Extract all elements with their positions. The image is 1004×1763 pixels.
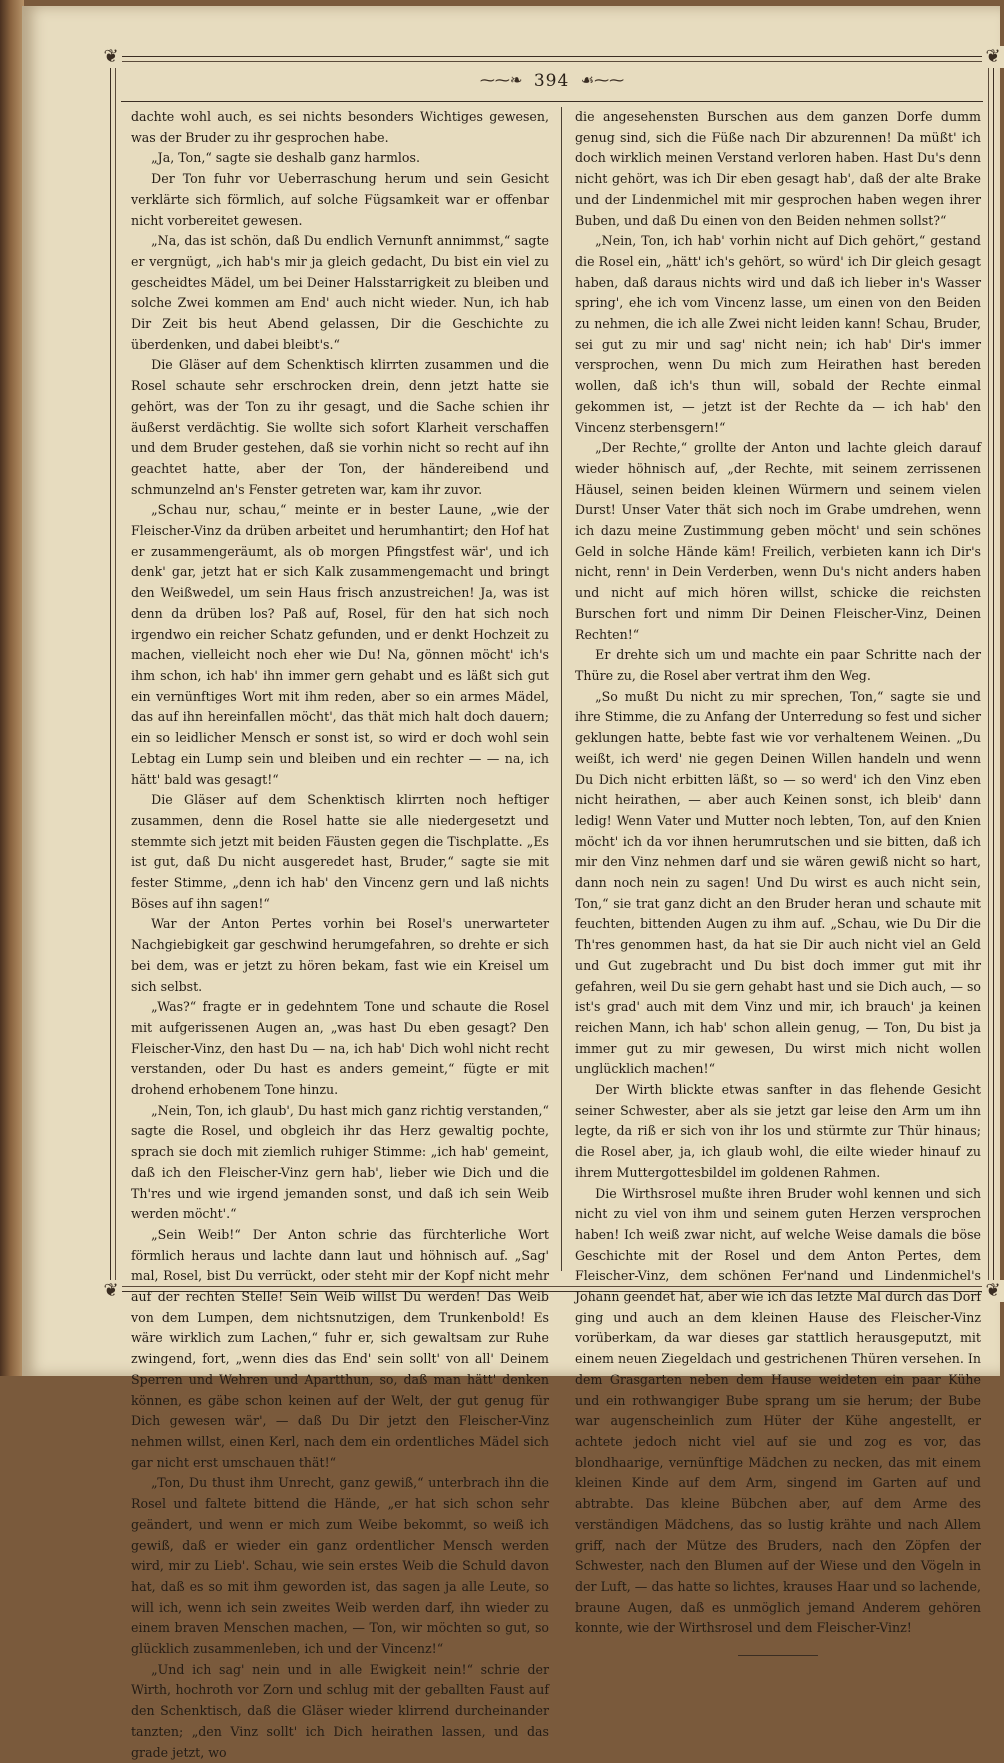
paragraph: Der Ton fuhr vor Ueberraschung herum und sein Gesicht verklärte sich förmlich, auf solche Fügsamkeit war er offenbar nicht vorbereitet gewesen. — [131, 171, 549, 228]
corner-ornament-icon: ❦ — [982, 1280, 1004, 1302]
paragraph: Die Wirthsrosel mußte ihren Bruder wohl kennen und sich nicht zu viel von ihm und seinem guten Herzen versprochen haben! Ich weiß zwar nicht, auf welche Weise damals die böse Geschichte mit der Rosel und dem Anton Pertes, dem Fleischer-Vinz, dem schönen Fer'nand und Lindenmichel's Johann geendet hat, aber wie ich das letzte Mal durch das Dorf ging und auch an dem kleinen Hause des Fleischer-Vinz vorüberkam, da war dieses gar stattlich herausgeputzt, mit einem neuen Ziegeldach und gestrichenen Thüren versehen. In dem Grasgarten neben dem Hause weideten ein paar Kühe und ein rothwangiger Bube sprang um sie herum; der Bube war augenscheinlich zum Hüter der Kühe angestellt, er achtete jedoch nicht viel auf sie und zog es vor, das blondhaarige, vernünftige Mädchen zu necken, das mit einem kleinen Kinde auf dem Arm, singend im Garten auf und abtrabte. Das kleine Bübchen aber, auf dem Arme des verständigen Mädchens, das so lustig krähte und nach Allem griff, nach der Mütze des Bruders, nach den Zöpfen der Schwester, nach den Blumen auf der Wiese und den Vögeln in der Luft, — das hatte so lichtes, krauses Haar und so lachende, braune Augen, daß es unmöglich jemand Anderem gehören konnte, wie der Wirthsrosel und dem Fleischer-Vinz! — [575, 1185, 981, 1636]
paragraph: „Nein, Ton, ich hab' vorhin nicht auf Dich gehört,“ gestand die Rosel ein, „hätt' ich's gehört, so würd' ich Dir gleich gesagt haben, daß daraus nichts wird und daß ich lieber in's Wasser spring', ehe ich vom Vincenz lasse, um einen von den Beiden zu nehmen, die ich alle Zwei nicht leiden kann! Schau, Bruder, sei gut zu mir und sag' nicht nein; ich hab' Dir's immer versprochen, wenn Du mich zum Heirathen hast bereden wollen, daß ich's thun will, sobald der Rechte einmal gekommen ist, — jetzt ist der Rechte da — ich hab' den Vincenz sterbensgern!“ — [575, 233, 981, 435]
text-column-right — [575, 107, 981, 1636]
page-number: 394 — [533, 71, 570, 91]
paragraph: „Der Rechte,“ grollte der Anton und lachte gleich darauf wieder höhnisch auf, „der Rechte, mit seinem zerrissenen Häusel, seinen beiden kleinen Würmern und seinem vielen Durst! Unser Vater thät sich noch im Grabe umdrehen, wenn ich dazu meine Zustimmung geben möcht' und sein schönes Geld in solche Hände käm! Freilich, verbieten kann ich Dir's nicht, renn' in Dein Verderben, wenn Du's nicht anders haben und nicht auf mich hören willst, schicke die reichsten Burschen fort und nimm Dir Deinen Fleischer-Vinz, Deinen Rechten!“ — [575, 440, 981, 642]
paragraph: „Na, das ist schön, daß Du endlich Vernunft annimmst,“ sagte er vergnügt, „ich hab's mir ja gleich gedacht, Du bist ein viel zu gescheidtes Mädel, um bei Deiner Halsstarrigkeit zu bleiben und solche Zwei kommen am End' auch nicht wieder. Nun, ich hab Dir Zeit bis heut Abend gelassen, Dir die Geschichte zu überdenken, und dabei bleibt's.“ — [131, 233, 549, 352]
paragraph: „Ja, Ton,“ sagte sie deshalb ganz harmlos. — [151, 150, 420, 166]
paragraph: „Und ich sag' nein und in alle Ewigkeit nein!“ schrie der Wirth, hochroth vor Zorn und schlug mit der geballten Faust auf den Schenktisch, daß die Gläser wieder klirrend durcheinander tanzten; „den Vinz sollt' ich Dich heirathen lassen, und das grade jetzt, wo — [131, 1661, 549, 1760]
paragraph: Der Wirth blickte etwas sanfter in das flehende Gesicht seiner Schwester, aber als sie jetzt gar leise den Arm um ihn legte, da riß er sich von ihr los und stürmte zur Thür hinaus; die Rosel aber, ja, ich glaub wohl, die eilte wieder hinauf zu ihrem Muttergottesbildel im goldenen Rahmen. — [575, 1082, 981, 1180]
book-page — [22, 6, 1001, 1760]
flourish-right-icon: ☙⁓⁓ — [580, 71, 625, 89]
paragraph: Er drehte sich um und machte ein paar Schritte nach der Thüre zu, die Rosel aber vertrat ihm den Weg. — [575, 647, 981, 683]
paragraph: „Schau nur, schau,“ meinte er in bester Laune, „wie der Fleischer-Vinz da drüben arbeitet und herumhantirt; den Hof hat er zusammengeräumt, als ob morgen Pfingstfest wär', und ich denk' gar, jetzt hat er sich Kalk zusammengemacht und bringt den Weißwedel, um sein Haus frisch anzustreichen! Ja, was ist denn da drüben los? Paß auf, Rosel, für den hat sich noch irgendwo ein reicher Schatz gefunden, und er denkt Hochzeit zu machen, vielleicht noch eher wie Du! Na, gönnen möcht' ich's ihm schon, ich hab' ihn immer gern gehabt und es läßt sich gut ein vernünftiges Wort mit ihm reden, aber so ein armes Mädel, das auf ihn hereinfallen möcht', das thät mich halt doch dauern; ein so leidlicher Mensch er sonst ist, so wird er doch wohl sein Lebtag ein Lump sein und bleiben und ein rechter — — na, ich hätt' bald was gesagt!“ — [131, 502, 549, 787]
paragraph: War der Anton Pertes vorhin bei Rosel's unerwarteter Nachgiebigkeit gar geschwind herumgefahren, so drehte er sich bei dem, was er jetzt zu hören bekam, fast wie ein Kreisel um sich selbst. — [131, 916, 549, 994]
book-spine-edge — [0, 0, 24, 1376]
paragraph: dachte wohl auch, es sei nichts besonders Wichtiges gewesen, was der Bruder zu ihr gesprochen habe. — [131, 109, 549, 145]
paragraph: „Was?“ fragte er in gedehntem Tone und schaute die Rosel mit aufgerissenen Augen an, „was hast Du eben gesagt? Den Fleischer-Vinz, den hast Du — na, ich hab' Dich wohl nicht recht verstanden, oder Du hast es anders gemeint,“ fügte er mit drohend erhobenem Tone hinzu. — [131, 999, 549, 1098]
corner-ornament-icon: ❦ — [100, 46, 122, 68]
paragraph: Die Gläser auf dem Schenktisch klirrten noch heftiger zusammen, denn die Rosel hatte sie alle niedergesetzt und stemmte sich jetzt mit beiden Fäusten gegen die Tischplatte. „Es ist gut, daß Du nicht ausgeredet hast, Bruder,“ sagte sie mit fester Stimme, „denn ich hab' den Vincenz gern und laß nichts Böses auf ihn sagen!“ — [131, 792, 549, 911]
paragraph: „Nein, Ton, ich glaub', Du hast mich ganz richtig verstanden,“ sagte die Rosel, und obgleich ihr das Herz gewaltig pochte, sprach sie doch mit ziemlich ruhiger Stimme: „ich hab' gemeint, daß ich den Fleischer-Vinz gern hab', lieber wie Dich und die Th'res und wie irgend jemanden sonst, und daß ich sein Weib werden möcht'.“ — [131, 1102, 549, 1222]
paragraph: die angesehensten Burschen aus dem ganzen Dorfe dumm genug sind, sich die Füße nach Dir abzurennen! Da müßt' ich doch wirklich meinen Verstand verloren haben. Hast Du's denn nicht gehört, was ich Dir eben gesagt hab', daß der alte Brake und der Lindenmichel mit mir gesprochen haben wegen ihrer Buben, und daß Du einen von den Beiden nehmen sollst?“ — [575, 109, 981, 228]
header-rule — [121, 101, 983, 102]
end-of-story-rule — [738, 1655, 818, 1656]
flourish-left-icon: ⁓⁓❧ — [479, 71, 523, 89]
paragraph: „So mußt Du nicht zu mir sprechen, Ton,“ sagte sie und ihre Stimme, die zu Anfang der Unterredung so fest und sicher geklungen hatte, bebte fast wie vor verhaltenem Weinen. „Du weißt, ich werd' nie gegen Deinen Willen handeln und wenn Du Dich nicht erbitten läßt, so — so werd' ich den Vinz eben nicht heirathen, — aber auch Keinen sonst, ich bleib' dann ledig! Wenn Vater und Mutter noch lebten, Ton, auf den Knien möcht' ich da vor ihnen herumrutschen und sie bitten, daß ich mir den Vinz nehmen darf und sie wären gewiß nicht so hart, dann noch nein zu sagen! Und Du wirst es auch nicht sein, Ton,“ sie trat ganz dicht an den Bruder heran und schaute mit feuchten, bittenden Augen zu ihm auf. „Schau, wie Du Dir die Th'res genommen hast, da hat sie Dir auch nicht viel an Geld und Gut zugebracht und Du bist doch immer gut mit ihr gefahren, weil Du sie gern gehabt hast und sie Dich auch, — so ist's grad' auch mit dem Vinz und mir, ich brauch' ja keinen reichen Mann, ich hab' schon allein genug, — Ton, Du bist ja immer gut zu mir gewesen, Du wirst mich nicht wollen unglücklich machen!“ — [575, 688, 981, 1077]
corner-ornament-icon: ❦ — [982, 46, 1004, 68]
text-column-left — [131, 107, 549, 1760]
paragraph: „Ton, Du thust ihm Unrecht, ganz gewiß,“ unterbrach ihn die Rosel und faltete bittend die Hände, „er hat sich schon sehr geändert, und wenn er mich zum Weibe bekommt, so weiß ich gewiß, daß er wieder ein ganz ordentlicher Mensch werden wird, mir zu Lieb'. Schau, wie sein erstes Weib die Schuld davon hat, daß es so mit ihm geworden ist, das sagen ja alle Leute, so will ich, wenn ich sein zweites Weib werden darf, ihn wieder zu einem braven Menschen machen, — Ton, wir möchten so gut, so glücklich zusammenleben, ich und der Vincenz!“ — [131, 1475, 549, 1657]
column-divider — [561, 107, 562, 1271]
paragraph: „Sein Weib!“ Der Anton schrie das fürchterliche Wort förmlich heraus und lachte dann laut und höhnisch auf. „Sag' mal, Rosel, bist Du verrückt, oder steht mir der Kopf nicht mehr auf der rechten Stelle! Sein Weib willst Du werden! Das Weib von dem Lumpen, dem nichtsnutzigen, dem Trunkenbold! Es wäre wirklich zum Lachen,“ fuhr er, sich gewaltsam zur Ruhe zwingend, fort, „wenn dies das End' sein sollt' von all' Deinem Sperren und Wehren und Apartthun, so, daß man hätt' denken können, es gäbe schon keinen auf der Welt, der gut genug für Dich gewesen wär', — daß Du Dir jetzt den Fleischer-Vinz nehmen willst, einen Kerl, nach dem ein ordentliches Mädel sich gar nicht erst umschauen thät!“ — [131, 1226, 549, 1470]
page-header — [111, 71, 993, 91]
paragraph: Die Gläser auf dem Schenktisch klirrten zusammen und die Rosel schaute sehr erschrocken drein, denn jetzt hatte sie gehört, was der Ton zu ihr gesagt, und die Sache schien ihr äußerst verdächtig. Sie wollte sich sofort Klarheit verschaffen und dem Bruder gestehen, daß sie vorhin nicht so recht auf ihn geachtet hatte, aber der Ton, der händereibend und schmunzelnd an's Fenster getreten war, kam ihr zuvor. — [131, 357, 549, 497]
corner-ornament-icon: ❦ — [100, 1280, 122, 1302]
page-frame — [103, 46, 1001, 1760]
